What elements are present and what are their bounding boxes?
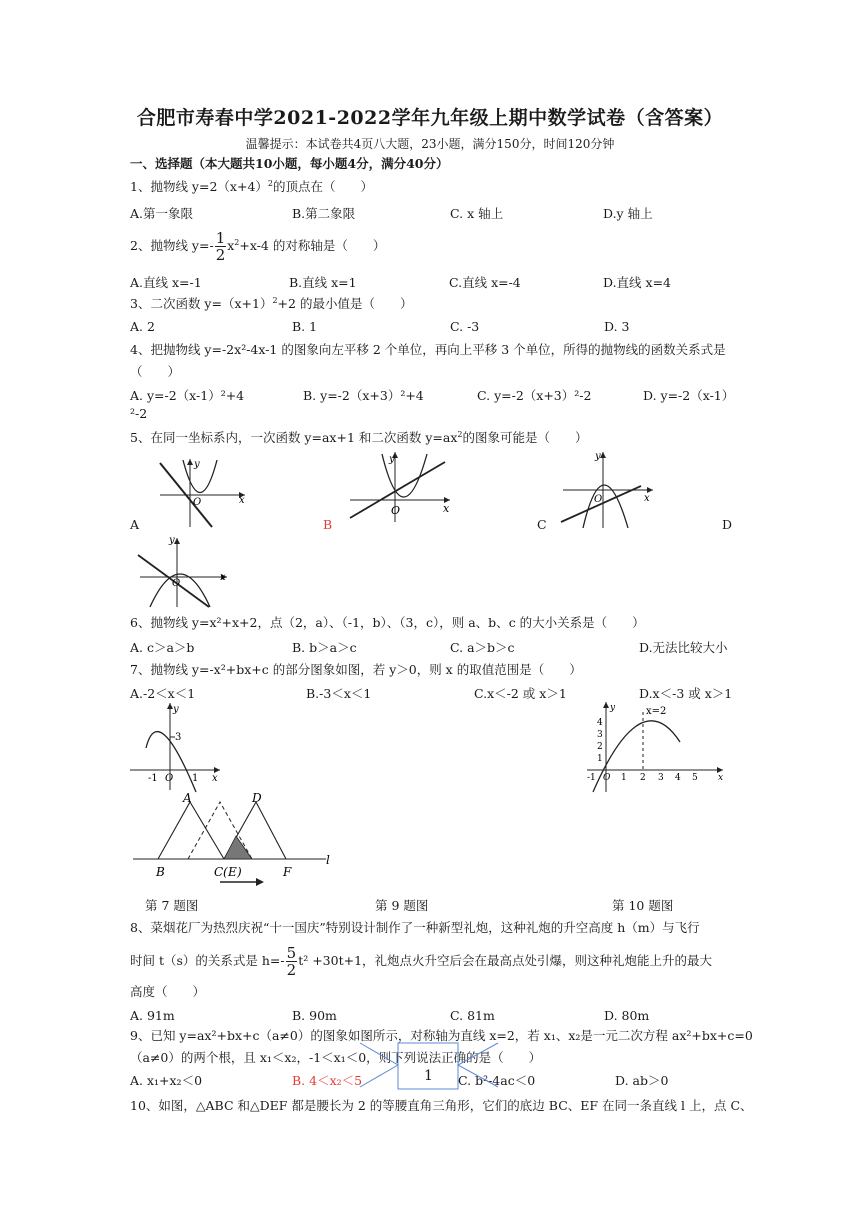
figure-7-caption: 第 7 题图 [145, 898, 199, 913]
q1-option-c: C. x 轴上 [450, 206, 504, 221]
fig7-origin: O [165, 773, 174, 784]
q5-label-d: D [722, 517, 733, 532]
q2-option-c: C.直线 x=-4 [449, 275, 521, 290]
q3-option-b: B. 1 [292, 319, 318, 334]
q5-label-b: B [323, 517, 333, 532]
svg-text:): ) [237, 865, 242, 879]
q6-stem: 6、抛物线 y=x²+x+2，点（2，a）、（-1，b）、（3，c），则 a、b、c 的大小关系是（ ） [130, 615, 645, 630]
q3-option-d: D. 3 [604, 319, 630, 334]
q5b-origin: O [391, 504, 401, 517]
fig7-y-label: y [173, 704, 179, 715]
q5a-origin: O [193, 497, 202, 508]
fig10-label-c: C [214, 865, 224, 879]
q7-stem: 7、抛物线 y=-x²+bx+c 的部分图象如图，若 y＞0，则 x 的取值范围是（ ） [130, 662, 582, 677]
fig9-x-tick-1: 1 [621, 773, 627, 783]
fig9-y-label: y [610, 703, 616, 713]
q2-stem: 2、抛物线 y=- $\frac{1}{2}$ $x^2+x-4$ 的对称轴是（ ） [130, 229, 386, 264]
q9-line-2: （a≠0）的两个根，且 x₁＜x₂，-1＜x₁＜0，则下列说法正确的是（ ） [130, 1050, 542, 1065]
q5-graph-a [150, 455, 250, 530]
fig10-label-d: D [252, 791, 262, 805]
q1-option-d: D.y 轴上 [603, 206, 653, 221]
q5-label-a: A [130, 517, 140, 532]
q8-line-1: 8、菜烟花厂为热烈庆祝“十一国庆”特别设计制作了一种新型礼炮，这种礼炮的升空高度 h（m）与飞行 [130, 920, 700, 935]
q5d-y-label: y [169, 535, 175, 546]
q7-option-c: C.x＜-2 或 x＞1 [474, 686, 567, 701]
q2-fraction: $\frac{1}{2}$ [215, 229, 226, 264]
figure-7-graph [128, 700, 228, 792]
fig7-label-neg1: -1 [148, 773, 158, 784]
fig9-y-tick-1: 1 [597, 754, 603, 764]
q2-option-a: A.直线 x=-1 [130, 275, 202, 290]
q9-option-a: A. x₁+x₂＜0 [130, 1073, 203, 1088]
q5-graph-c [558, 450, 658, 530]
page-number-frame [358, 1035, 503, 1095]
q5-label-c: C [537, 517, 547, 532]
fig10-label-a: A [183, 791, 192, 805]
figure-10-diagram [128, 790, 343, 890]
q7-option-d: D.x＜-3 或 x＞1 [639, 686, 733, 701]
fig9-x-tick-5: 5 [692, 773, 698, 783]
q9-option-c: C. b²-4ac＜0 [458, 1073, 536, 1088]
fig10-label-b: B [156, 865, 165, 879]
q5-graph-d [135, 535, 235, 610]
q3-option-a: A. 2 [130, 319, 155, 334]
q9-option-b: B. 4＜x₂＜5 [292, 1073, 363, 1088]
q8-line-3: 高度（ ） [130, 984, 206, 999]
q5-graph-b [345, 450, 455, 525]
q8-line-2: 时间 t（s）的关系式是 h=- $\frac{5}{2}$ t² +30t+1，礼炮点火升空后会在最高点处引爆，则这种礼炮能上升的最大 [130, 944, 713, 979]
q8-option-a: A. 91m [130, 1008, 175, 1023]
q1-option-a: A.第一象限 [130, 206, 194, 221]
q7-option-b: B.-3＜x＜1 [306, 686, 372, 701]
q9-option-d: D. ab＞0 [615, 1073, 669, 1088]
q4-option-b: B. y=-2（x+3）²+4 [303, 388, 424, 403]
fig9-y-tick-4: 4 [597, 718, 603, 728]
q5b-x-label: x [443, 502, 450, 515]
q4-stem: 4、把抛物线 y=-2x²-4x-1 的图象向左平移 2 个单位，再向上平移 3 个单位，所得的抛物线的函数关系式是 [130, 342, 726, 357]
q4-option-c: C. y=-2（x+3）²-2 [477, 388, 592, 403]
fig7-label-3: 3 [175, 732, 182, 743]
q8-option-b: B. 90m [292, 1008, 337, 1023]
fig9-x-tick-4: 4 [675, 773, 681, 783]
q5a-y-label: y [194, 459, 200, 470]
q5d-origin: O [172, 578, 181, 589]
fig9-axis-of-symmetry: x=2 [646, 706, 667, 717]
fig9-y-tick-2: 2 [597, 742, 603, 752]
q2-option-b: B.直线 x=1 [289, 275, 357, 290]
q3-option-c: C. -3 [450, 319, 480, 334]
q4-option-d: D. y=-2（x-1） [643, 388, 735, 403]
fig7-label-1: 1 [192, 773, 199, 784]
q5c-y-label: y [595, 451, 601, 462]
figure-9-caption: 第 9 题图 [375, 898, 429, 913]
q8-option-c: C. 81m [450, 1008, 495, 1023]
q8-option-d: D. 80m [604, 1008, 650, 1023]
fig10-label-f: F [283, 865, 292, 879]
fig9-x-label: x [718, 773, 724, 783]
q6-option-b: B. b＞a＞c [292, 640, 357, 655]
fig9-origin: O [603, 773, 611, 783]
q5c-origin: O [594, 494, 603, 505]
fig9-x-tick-2: 2 [640, 773, 646, 783]
fig9-x-tick-3: 3 [658, 773, 664, 783]
q9-line-1: 9、已知 y=ax²+bx+c（a≠0）的图象如图所示，对称轴为直线 x=2，若 x₁、x₂是一元二次方程 ax²+bx+c=0 [130, 1028, 753, 1043]
q6-option-a: A. c＞a＞b [130, 640, 195, 655]
q2-option-d: D.直线 x=4 [603, 275, 671, 290]
q8-fraction: $\frac{5}{2}$ [286, 944, 297, 979]
figure-9-graph [585, 700, 730, 795]
section-heading: 一、选择题（本大题共10小题，每小题4分，满分40分） [130, 156, 449, 171]
q4-option-a: A. y=-2（x-1）²+4 [130, 388, 245, 403]
fig10-label-l: l [326, 853, 330, 867]
fig9-x-tick-neg1: -1 [587, 773, 596, 783]
q5d-x-label: x [220, 572, 226, 583]
fig9-y-tick-3: 3 [597, 730, 603, 740]
q5b-y-label: y [389, 454, 395, 465]
fig7-x-label: x [212, 773, 218, 784]
q1-option-b: B.第二象限 [292, 206, 356, 221]
q1-stem: 1、抛物线 $y=2(x+4)^2$的顶点在（ ） [130, 178, 374, 194]
q6-option-d: D.无法比较大小 [639, 640, 728, 655]
page-number: 1 [424, 1068, 433, 1084]
figure-10-caption: 第 10 题图 [612, 898, 674, 913]
fig10-label-e: E [228, 865, 237, 879]
q4-option-d-continued: ²-2 [130, 406, 148, 421]
q4-paren: （ ） [130, 364, 181, 379]
q5-stem: 5、在同一坐标系内，一次函数 y=ax+1 和二次函数 $y=ax^2$的图象可能是（ ） [130, 429, 588, 445]
page-title: 合肥市寿春中学2021-2022学年九年级上期中数学试卷（含答案） [136, 107, 724, 129]
q3-stem: 3、二次函数 $y=(x+1)^2+2$ 的最小值是（ ） [130, 295, 413, 311]
svg-text:(: ( [223, 865, 228, 879]
q6-option-c: C. a＞b＞c [450, 640, 515, 655]
q5a-x-label: x [239, 495, 245, 506]
q10-line-1: 10、如图，△ABC 和△DEF 都是腰长为 2 的等腰直角三角形，它们的底边 BC、EF 在同一条直线 l 上，点 C、 [130, 1098, 753, 1113]
q5c-x-label: x [644, 493, 650, 504]
subtitle: 温馨提示：本试卷共4页八大题，23小题，满分150分，时间120分钟 [245, 137, 615, 151]
q7-option-a: A.-2＜x＜1 [130, 686, 196, 701]
